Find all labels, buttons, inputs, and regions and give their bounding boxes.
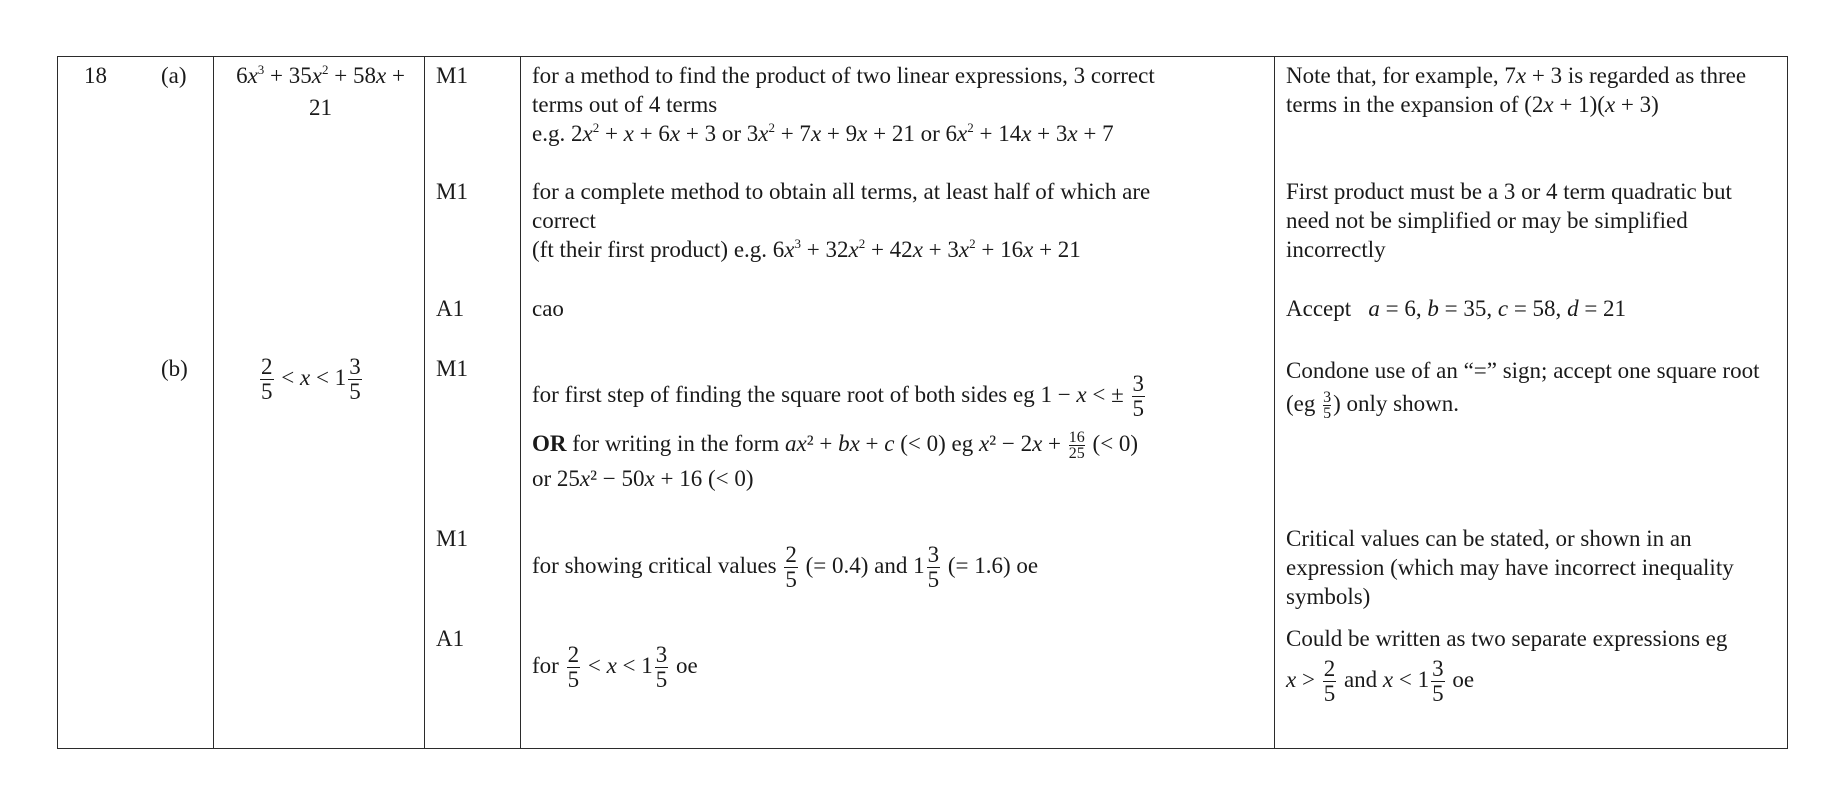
guidance-r3: Accept a = 6, b = 35, c = 58, d = 21 xyxy=(1286,296,1627,321)
answer-a-line1: $6x^3 + 35x^2 + 58x$ + xyxy=(236,62,405,88)
mark-r5: M1 xyxy=(436,526,468,551)
note-r4-line3: or 25x² − 50x + 16 (< 0) xyxy=(532,466,754,491)
part-b-label: (b) xyxy=(161,356,188,381)
column-divider xyxy=(213,57,214,748)
answer-b: $\frac{2}{5}$ < x < 1 $\frac{3}{5}$ xyxy=(261,354,361,404)
part-a-label: (a) xyxy=(161,63,187,88)
column-divider xyxy=(424,57,425,748)
note-r1 xyxy=(532,61,1155,151)
or-label: OR xyxy=(532,431,567,456)
note-r2-line2: correct xyxy=(532,208,596,233)
guidance-r6 xyxy=(1286,624,1727,706)
note-r2 xyxy=(532,177,1150,267)
note-r1-line2: terms out of 4 terms xyxy=(532,92,718,117)
mark-r3: A1 xyxy=(436,296,465,321)
answer-a-line2: 21 xyxy=(309,95,332,120)
mark-r2: M1 xyxy=(436,179,468,204)
guidance-r4: Condone use of an “=” sign; accept one square root (eg $\frac{3}{5}$ ) only shown. xyxy=(1286,358,1760,423)
mark-r6: A1 xyxy=(436,626,465,651)
guidance-r5: Critical values can be stated, or shown in an expression (which may have incorrect inequality symbols) xyxy=(1286,526,1734,609)
column-divider xyxy=(520,57,521,748)
guidance-r6-line2: x > $\frac{2}{5}$ and x < 1 $\frac{3}{5}$ oe xyxy=(1286,656,1475,706)
note-r1-line3: e.g. $2x^2 + x + 6x + 3$ or $3x^2 + 7x + 9x + 21$ or $6x^2 + 14x + 3x + 7$ xyxy=(532,120,1114,146)
answer-a xyxy=(228,61,413,122)
mark-r4: M1 xyxy=(436,356,468,381)
note-r4-line2: OR for writing in the form ax² + bx + c (< 0) eg x² − 2x + $\frac{16}{25}$ (< 0) xyxy=(532,429,1139,463)
mark-r1: M1 xyxy=(436,63,468,88)
note-r3: cao xyxy=(532,296,564,321)
column-divider xyxy=(1274,57,1275,748)
guidance-r2: First product must be a 3 or 4 term quadratic but need not be simplified or may be simplified incorrectly xyxy=(1286,179,1732,262)
note-r4-line1: for first step of finding the square root of both sides eg 1 − x < ± $\frac{3}{5}$ xyxy=(532,371,1144,421)
guidance-r6-line1: Could be written as two separate expressions eg xyxy=(1286,626,1728,651)
note-r2-line1: for a complete method to obtain all terms, at least half of which are xyxy=(532,179,1151,204)
note-r1-line1: for a method to find the product of two linear expressions, 3 correct xyxy=(532,63,1155,88)
note-r2-line3: (ft their first product) e.g. $6x^3 + 32x^2 + 42x + 3x^2 + 16x + 21$ xyxy=(532,236,1081,262)
guidance-r1: Note that, for example, 7x + 3 is regarded as three terms in the expansion of (2x + 1)(x + 3) xyxy=(1286,63,1747,117)
mark-scheme-table xyxy=(57,56,1788,749)
question-number: 18 xyxy=(84,63,107,88)
note-r5: for showing critical values $\frac{2}{5}$ (= 0.4) and 1 $\frac{3}{5}$ (= 1.6) oe xyxy=(532,542,1039,592)
note-r6: for $\frac{2}{5}$ < x < 1 $\frac{3}{5}$ oe xyxy=(532,642,698,692)
